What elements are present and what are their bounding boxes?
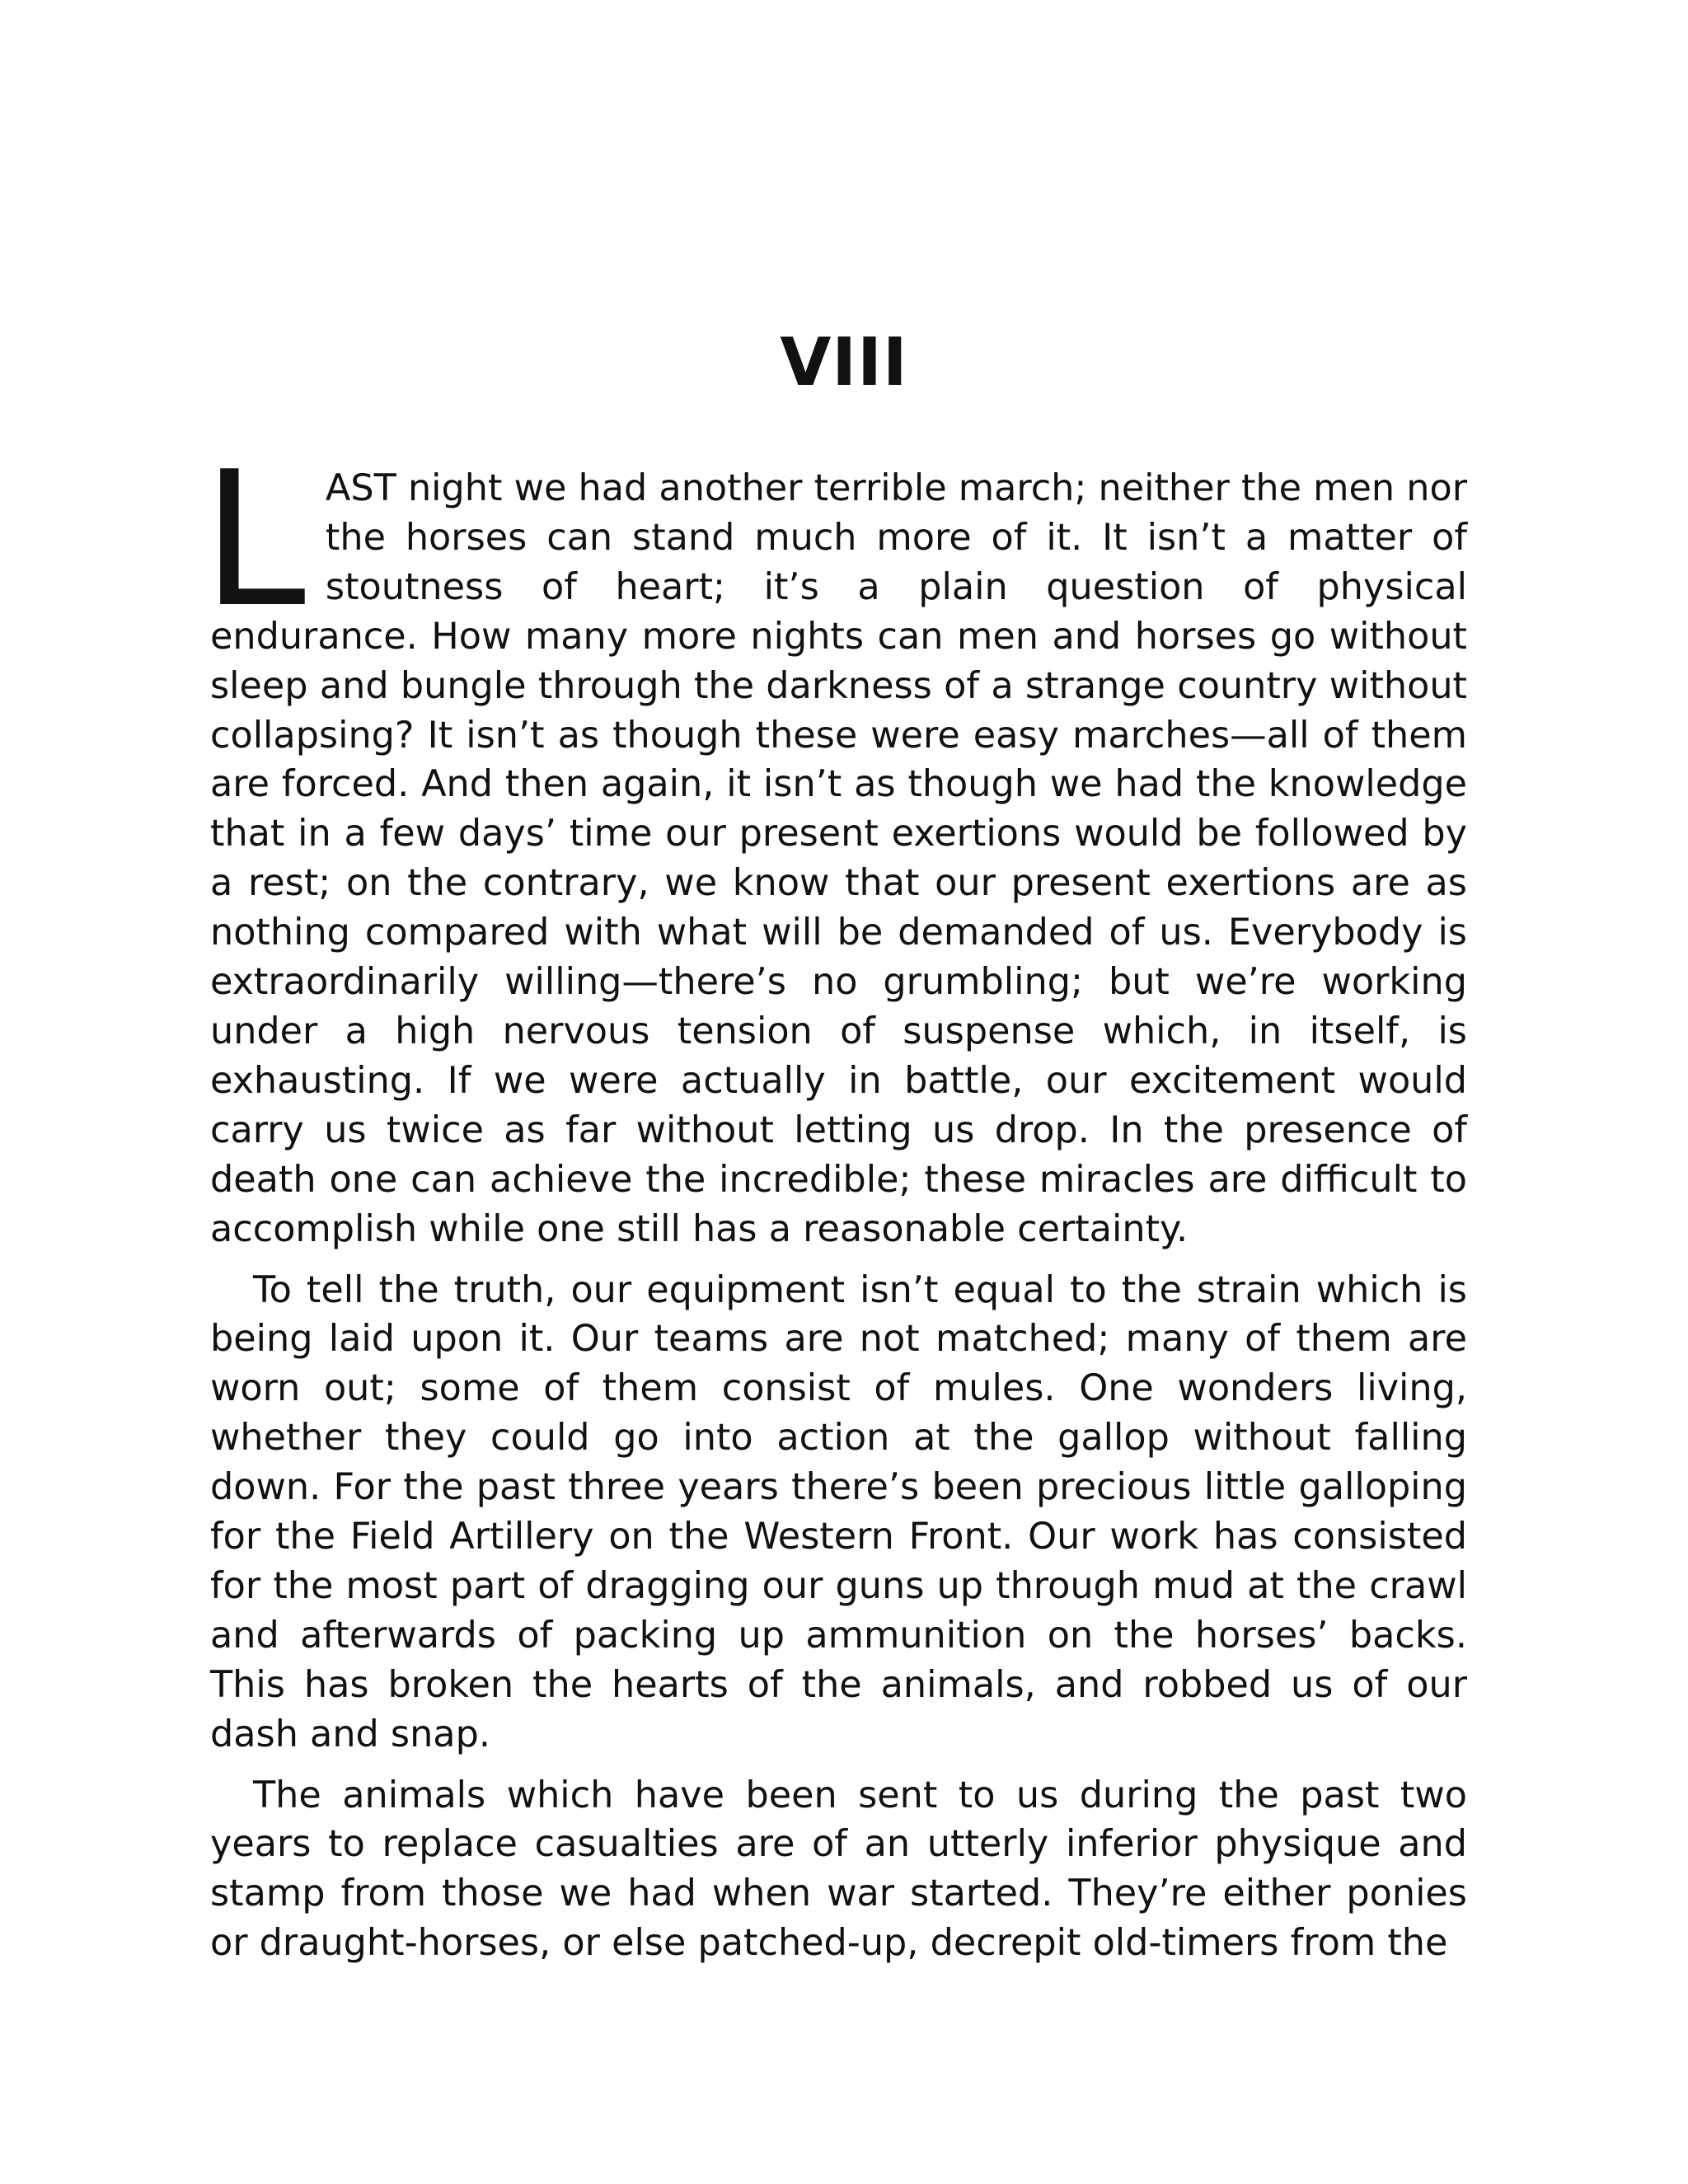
paragraph-2: To tell the truth, our equipment isn’t equal to the strain which is being laid upon it. Our teams are not matched; many of them are worn out; some of them consist of mules. One wonders living, whether they could go into action at the gallop without falling down. For the past three years there’s been precious little galloping for the Field Artillery on the Western Front. Our work has consisted for the most part of dragging our guns up through mud at the crawl and afterwards of packing up ammunition on the horses’ backs. This has broken the hearts of the animals, and robbed us of our dash and snap. — [210, 1268, 1467, 1755]
chapter-title: VIII — [780, 324, 908, 401]
paragraph-1 — [202, 432, 1467, 1254]
paragraph-1-text: AST night we had another terrible march; neither the men nor the horses can stand much more of it. It isn’t a matter of stoutness of heart; it’s a plain question of physical endurance. How many more nights can men and horses go without sleep and bungle through the darkness of a strange country without collapsing? It isn’t as though these were easy marches—all of them are forced. And then again, it isn’t as though we had the knowledge that in a few days’ time our present exertions would be followed by a rest; on the contrary, we know that our present exertions are as nothing compared with what will be demanded of us. Everybody is extraordinarily willing—there’s no grumbling; but we’re working under a high nervous tension of suspense which, in itself, is exhausting. If we were actually in battle, our excitement would carry us twice as far without letting us drop. In the presence of death one can achieve the incredible; these miracles are difficult to accomplish while one still has a reasonable certainty. — [210, 467, 1467, 1250]
chapter-body — [202, 432, 1467, 1968]
paragraph-3: The animals which have been sent to us during the past two years to replace casualties are of an utterly inferior physique and stamp from those we had when war started. They’re either ponies or draught-horses, or else patched-up, decrepit old-timers from the — [210, 1774, 1467, 1965]
drop-cap: L — [202, 432, 306, 649]
